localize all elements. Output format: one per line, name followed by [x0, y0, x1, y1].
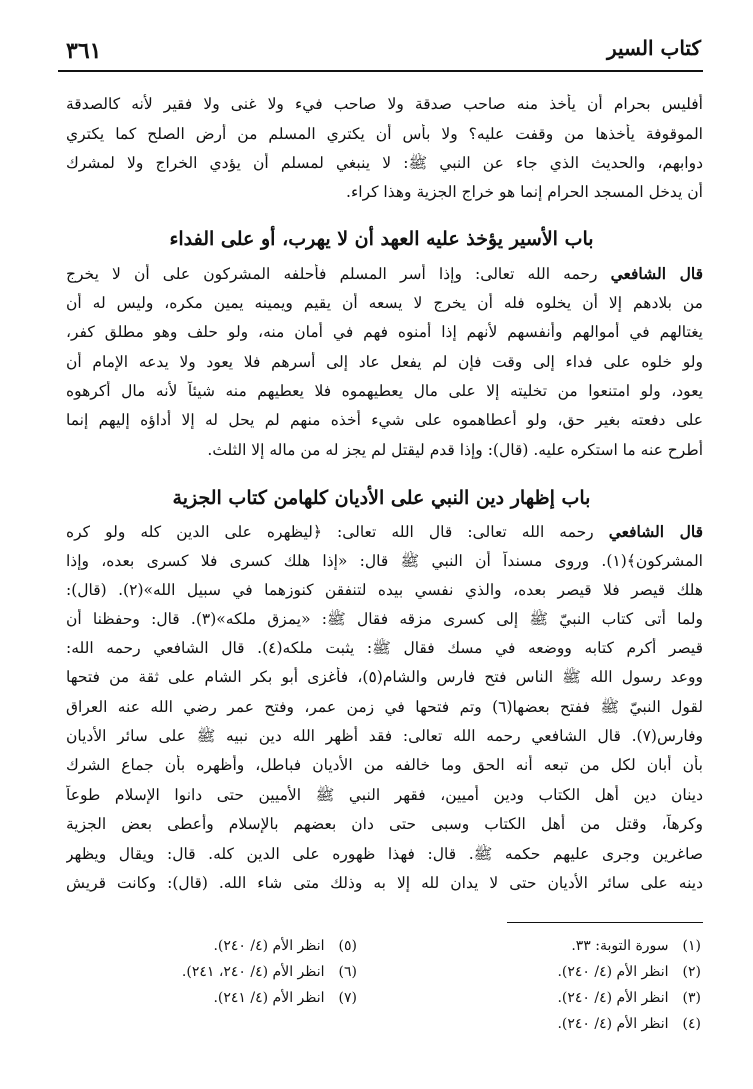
- footnote: [182, 964, 357, 980]
- text-line: ووعد رسول الله ﷺ الناس فتح فارس والشام(٥)، فأغزى أبو بكر الشام على ثقة من فتحها: [66, 668, 703, 686]
- text-line: صاغرين وجرى عليهم حكمه ﷺ. قال: فهذا ظهوره على الدين كله. قال: ويقال ويظهر: [66, 845, 703, 863]
- footnote-rule: [507, 922, 703, 923]
- text-line: يعود، ولو امتنعوا من تخليته إلا على مال يعطيهموه فلا يعطيهم منه شيئاً لأنه مال أكرهوه: [66, 382, 703, 400]
- footnote-number: (٣): [682, 990, 701, 1006]
- footnote-number: (٧): [338, 990, 357, 1006]
- running-header-title: كتاب السير: [606, 36, 701, 60]
- footnote-number: (٥): [338, 938, 357, 954]
- footnote-text: انظر الأم (٤/ ٢٤٠، ٢٤١).: [181, 964, 325, 980]
- text-line: الموقوفة يأخذها من وقفت عليه؟ ولا بأس أن يكتري المسلم من أرض الصلح كما يكتري: [66, 125, 703, 143]
- text-line: قيصر أكرم كتابه ووضعه في مسك فقال ﷺ: يثبت ملكه(٤). قال الشافعي رحمه الله:: [66, 639, 703, 657]
- footnote: [557, 1016, 701, 1032]
- footnote-number: (٢): [682, 964, 701, 980]
- text-line: دوابهم، والحديث الذي جاء عن النبي ﷺ: لا ينبغي لمسلم أن يؤدي الخراج ولا لمشرك: [66, 154, 703, 172]
- text-span: رحمه الله تعالى: قال الله تعالى: ﴿ليظهره على الدين كله ولو كره: [66, 523, 609, 541]
- text-line: من بلادهم إلا أن يخلوه فله أن يخرج لا يسعه أن يقيم ويمينه يمين مكره، وليس له أن: [66, 294, 703, 312]
- footnote: [571, 938, 701, 954]
- text-line: أن يدخل المسجد الحرام إنما هو خراج الجزية وهذا كراء.: [346, 183, 703, 201]
- footnote-text: انظر الأم (٤/ ٢٤١).: [213, 990, 325, 1006]
- section-heading: باب الأسير يؤخذ عليه العهد أن لا يهرب، أو على الفداء: [169, 228, 594, 250]
- section-heading: باب إظهار دين النبي على الأديان كلهامن كتاب الجزية: [172, 487, 591, 509]
- text-line: دينه على سائر الأديان حتى لا يدان لله إلا به وذلك متى شاء الله. (قال): وكانت قريش: [66, 874, 703, 892]
- footnote: [557, 964, 701, 980]
- text-line: لقول النبيّ ﷺ ففتح بعضها(٦) وتم فتحها في زمن عمر، وفتح عمر رضي الله عنه العراق: [66, 698, 703, 716]
- footnote-text: انظر الأم (٤/ ٢٤٠).: [557, 964, 669, 980]
- page-number: ٣٦١: [66, 38, 102, 64]
- text-line: وكرهاً، وقتل من أهل الكتاب وسبى حتى دان بعضهم بالإسلام وأعطى بعض الجزية: [66, 815, 703, 833]
- footnote: [557, 990, 701, 1006]
- text-line: ولما أتى كتاب النبيّ ﷺ إلى كسرى مزقه فقال ﷺ: «يمزق ملكه»(٣). قال: وحفظنا أن: [66, 610, 703, 628]
- footnote-number: (٦): [338, 964, 357, 980]
- text-line: يغتالهم في أموالهم وأنفسهم لأنهم إذا أمنوه فهم في أمان منه، ولو حلف وهو مطلق كفر،: [66, 323, 703, 341]
- text-line: هلك قيصر فلا قيصر بعده، والذي نفسي بيده لتنفقن كنوزهما في سبيل الله»(٢). (قال):: [66, 581, 703, 599]
- text-line: المشركون﴾(١). وروى مسنداً أن النبي ﷺ قال: «إذا هلك كسرى فلا كسرى بعده، وإذا: [66, 552, 703, 570]
- footnote-number: (٤): [682, 1016, 701, 1032]
- text-span: رحمه الله تعالى: وإذا أسر المسلم فأحلفه المشركون على أن لا يخرج: [66, 265, 611, 283]
- text-line: [66, 522, 703, 542]
- speaker-name: قال الشافعي: [610, 264, 703, 283]
- text-line: على دفعته بغير حق، ولو أعطاهموه على شيء أخذه منهم لم يحل له إلا أداؤه إليهم إنما: [66, 411, 703, 429]
- footnote-text: انظر الأم (٤/ ٢٤٠).: [557, 1016, 669, 1032]
- footnote-number: (١): [682, 938, 701, 954]
- text-line: بأن أبان لكل من تبعه أنه الحق وما خالفه من الأديان فباطل، وأظهره بأن جماع الشرك: [66, 756, 703, 774]
- header-rule: [58, 70, 703, 72]
- text-line: أفليس بحرام أن يأخذ منه صاحب صدقة ولا صاحب فيء ولا غنى ولا فقير لأنه كالصدقة: [66, 95, 703, 113]
- text-line: دينان دين أهل الكتاب ودين أميين، فقهر النبي ﷺ الأميين حتى دانوا الإسلام طوعاً: [66, 786, 703, 804]
- footnote-text: انظر الأم (٤/ ٢٤٠).: [213, 938, 325, 954]
- footnote-text: سورة التوبة: ٣٣.: [571, 938, 669, 954]
- text-line: وفارس(٧). قال الشافعي رحمه الله تعالى: فقد أظهر الله دين نبيه ﷺ على سائر الأديان: [66, 727, 703, 745]
- text-line: [66, 264, 703, 284]
- footnote: [213, 990, 357, 1006]
- footnote-text: انظر الأم (٤/ ٢٤٠).: [557, 990, 669, 1006]
- text-line: أطرح عنه ما استكره عليه. (قال): وإذا قدم ليقتل لم يجز له من ماله إلا الثلث.: [207, 441, 703, 459]
- footnote: [213, 938, 357, 954]
- text-line: ولو خلوه على فداء إلى وقت فإن لم يفعل عاد إلى أسرهم فلا يعود ولا يدعه الإمام أن: [66, 353, 703, 371]
- speaker-name: قال الشافعي: [608, 522, 703, 541]
